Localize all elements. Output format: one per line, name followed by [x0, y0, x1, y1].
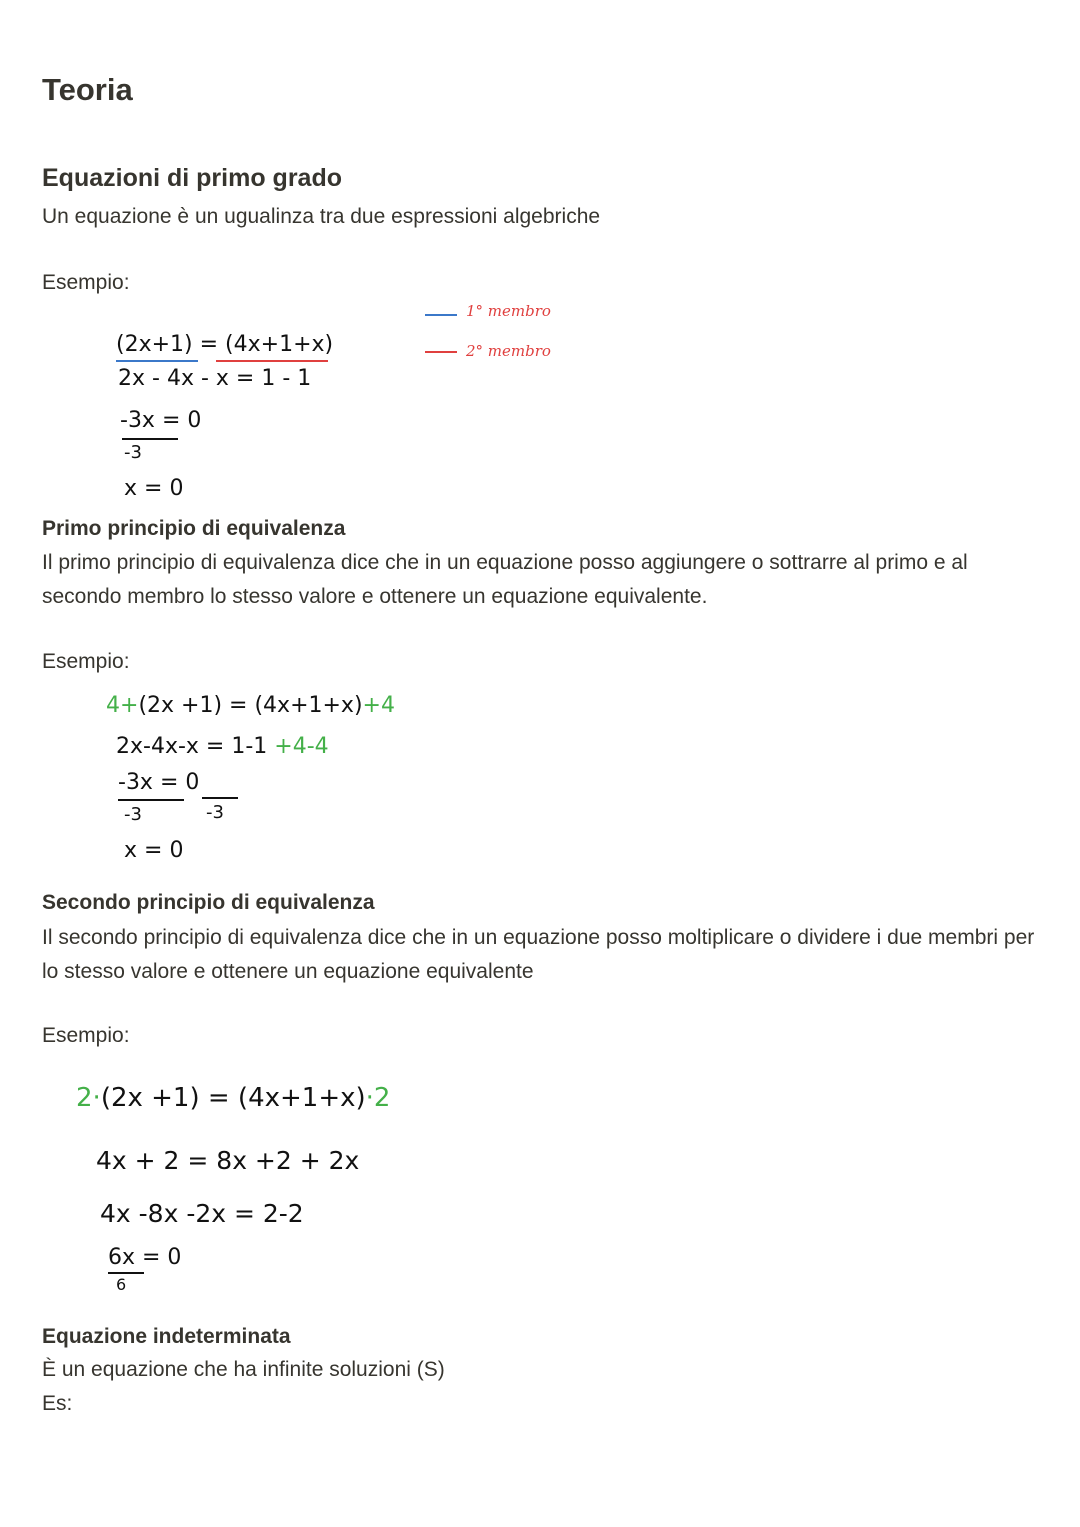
handwritten-eq1-line2: 2x - 4x - x = 1 - 1	[118, 366, 312, 391]
handwritten-eq2-line2: 2x-4x-x = 1-1 +4-4	[116, 734, 329, 759]
handwritten-eq3-line4: 6x = 0	[108, 1245, 182, 1270]
handwritten-eq2-line5: x = 0	[124, 838, 184, 863]
example-label-1: Esempio:	[42, 271, 130, 294]
primo-principio-text: Il primo principio di equivalenza dice che in un equazione posso aggiungere o sottrarre al primo e al secondo membro lo stesso valore e ottenere un equazione equivalente.	[42, 551, 968, 608]
heading-secondo-principio: Secondo principio di equivalenza	[42, 891, 375, 914]
fraction-bar-3	[108, 1272, 144, 1274]
es-label: Es:	[42, 1392, 73, 1415]
heading-equazione-indeterminata: Equazione indeterminata	[42, 1325, 291, 1348]
equazione-indeterminata-text: È un equazione che ha infinite soluzioni (S)	[42, 1358, 445, 1381]
handwritten-eq1-line1: (2x+1) = (4x+1+x)	[116, 332, 334, 357]
handwritten-eq1-line3: -3x = 0	[120, 408, 202, 433]
fraction-bar-2a	[118, 799, 184, 801]
first-member-underline	[116, 360, 198, 362]
handwritten-eq1-line5: x = 0	[124, 476, 184, 501]
legend-second-member: 2° membro	[466, 342, 551, 360]
secondo-principio-text: Il secondo principio di equivalenza dice che in un equazione posso moltiplicare o dividere i due membri per lo stesso valore e ottenere un equazione equivalente	[42, 926, 1035, 983]
handwritten-eq3-line5: 6	[116, 1275, 127, 1294]
definition-text: Un equazione è un ugualinza tra due espressioni algebriche	[42, 205, 601, 228]
legend-first-member: 1° membro	[466, 302, 551, 320]
second-member-underline	[216, 360, 328, 362]
fraction-bar-2b	[202, 797, 238, 799]
heading-equazioni-primo-grado: Equazioni di primo grado	[42, 164, 342, 192]
handwritten-eq3-line3: 4x -8x -2x = 2-2	[100, 1199, 304, 1228]
handwritten-eq2-line3: -3x = 0	[118, 770, 200, 795]
example-label-2: Esempio:	[42, 650, 130, 673]
handwritten-eq2-line4-left: -3	[124, 804, 142, 825]
heading-primo-principio: Primo principio di equivalenza	[42, 517, 346, 540]
handwritten-eq2-line4-right: -3	[206, 802, 224, 823]
page-title: Teoria	[42, 72, 133, 107]
legend-red-line	[425, 351, 457, 353]
handwritten-eq3-line2: 4x + 2 = 8x +2 + 2x	[96, 1146, 360, 1175]
handwritten-eq1-line4: -3	[124, 442, 142, 463]
handwritten-eq2-line1: 4+(2x +1) = (4x+1+x)+4	[106, 693, 395, 718]
example-label-3: Esempio:	[42, 1024, 130, 1047]
fraction-bar-1	[122, 438, 178, 440]
legend-blue-line	[425, 314, 457, 316]
handwritten-eq3-line1: 2·(2x +1) = (4x+1+x)·2	[76, 1083, 391, 1113]
